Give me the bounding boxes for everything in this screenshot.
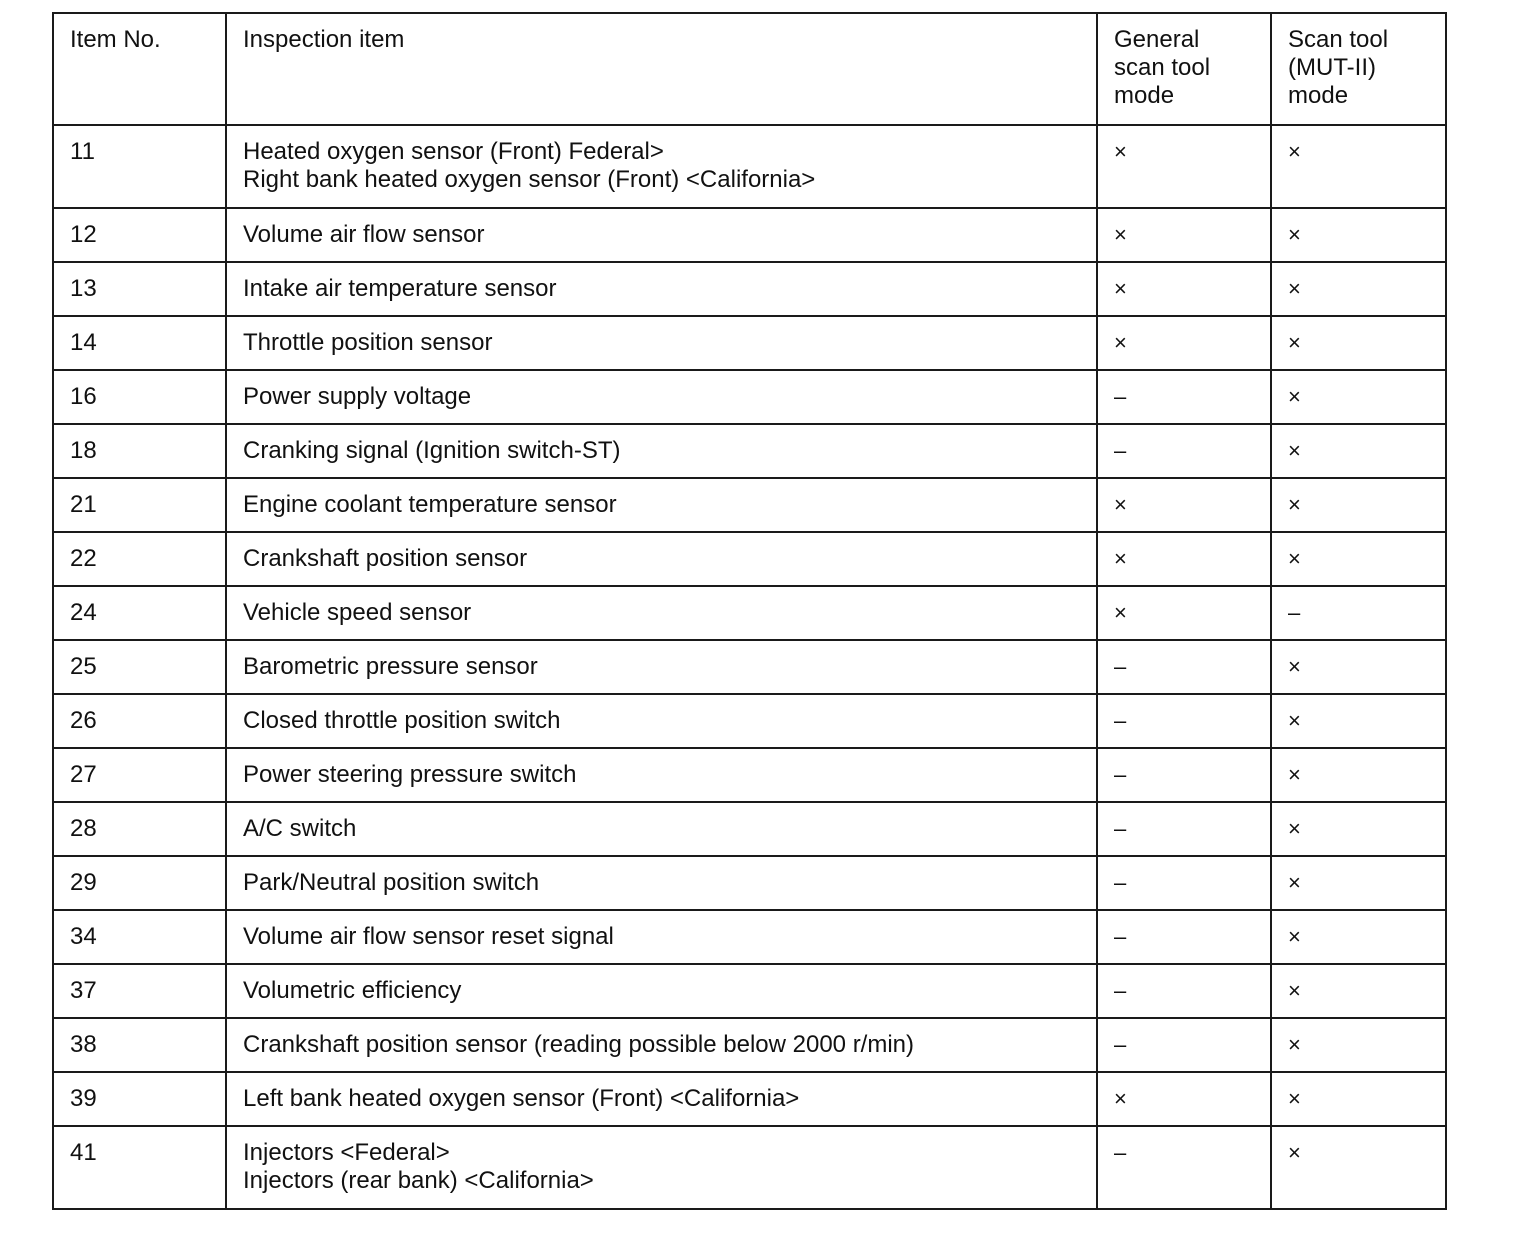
inspection-item: [226, 208, 1097, 262]
item-number: 37: [53, 964, 226, 1018]
inspection-item: [226, 640, 1097, 694]
general-mode-mark: –: [1097, 748, 1271, 802]
item-number: 24: [53, 586, 226, 640]
inspection-item: [226, 1072, 1097, 1126]
table-row: [53, 910, 1446, 964]
table-row: [53, 424, 1446, 478]
inspection-item: [226, 478, 1097, 532]
inspection-item-line: Engine coolant temperature sensor: [243, 491, 617, 518]
scan-tool-mode-mark: ×: [1271, 262, 1446, 316]
item-number: 28: [53, 802, 226, 856]
general-mode-mark: ×: [1097, 316, 1271, 370]
general-mode-mark: –: [1097, 424, 1271, 478]
scan-tool-mode-mark: ×: [1271, 856, 1446, 910]
table-row: [53, 694, 1446, 748]
general-mode-mark: –: [1097, 1126, 1271, 1209]
inspection-item-line: Left bank heated oxygen sensor (Front) <California>: [243, 1085, 800, 1112]
inspection-item-line: Intake air temperature sensor: [243, 275, 557, 302]
table-row: [53, 125, 1446, 208]
inspection-item-line: Closed throttle position switch: [243, 707, 561, 734]
header-inspection-item: Inspection item: [226, 13, 1097, 125]
item-number: 13: [53, 262, 226, 316]
general-mode-mark: –: [1097, 802, 1271, 856]
inspection-item: [226, 910, 1097, 964]
general-mode-mark: ×: [1097, 532, 1271, 586]
inspection-item-line: Throttle position sensor: [243, 329, 493, 356]
item-number: 11: [53, 125, 226, 208]
table-row: [53, 1126, 1446, 1209]
inspection-item-line: Cranking signal (Ignition switch-ST): [243, 437, 621, 464]
inspection-item-line: Volume air flow sensor: [243, 221, 485, 248]
header-scan-line: mode: [1288, 82, 1349, 109]
table-row: [53, 964, 1446, 1018]
scan-tool-mode-mark: ×: [1271, 478, 1446, 532]
table-row: [53, 1072, 1446, 1126]
inspection-item: [226, 856, 1097, 910]
inspection-item: [226, 748, 1097, 802]
table-row: [53, 586, 1446, 640]
table-header: [53, 13, 1446, 125]
table-row: [53, 856, 1446, 910]
general-mode-mark: ×: [1097, 125, 1271, 208]
inspection-item: [226, 125, 1097, 208]
inspection-item-line: Power supply voltage: [243, 383, 472, 410]
item-number: 18: [53, 424, 226, 478]
table-row: [53, 208, 1446, 262]
inspection-item-line: Right bank heated oxygen sensor (Front) <California>: [243, 166, 816, 193]
inspection-item: [226, 424, 1097, 478]
item-number: 41: [53, 1126, 226, 1209]
scan-tool-mode-mark: ×: [1271, 640, 1446, 694]
general-mode-mark: ×: [1097, 1072, 1271, 1126]
header-row: [53, 13, 1446, 125]
inspection-item: [226, 316, 1097, 370]
inspection-item: [226, 1126, 1097, 1209]
inspection-item-line: Heated oxygen sensor (Front) Federal>: [243, 138, 664, 165]
scan-tool-mode-mark: ×: [1271, 316, 1446, 370]
inspection-item-line: A/C switch: [243, 815, 357, 842]
scan-tool-mode-mark: ×: [1271, 802, 1446, 856]
header-scan-line: (MUT-II): [1288, 54, 1376, 81]
general-mode-mark: –: [1097, 1018, 1271, 1072]
item-number: 29: [53, 856, 226, 910]
scan-tool-mode-mark: ×: [1271, 910, 1446, 964]
scan-tool-mode-mark: ×: [1271, 694, 1446, 748]
inspection-item: [226, 694, 1097, 748]
inspection-item-line: Power steering pressure switch: [243, 761, 577, 788]
scan-tool-mode-mark: ×: [1271, 748, 1446, 802]
inspection-item: [226, 802, 1097, 856]
inspection-item-line: Crankshaft position sensor (reading possible below 2000 r/min): [243, 1031, 915, 1058]
item-number: 12: [53, 208, 226, 262]
inspection-item-line: Barometric pressure sensor: [243, 653, 538, 680]
inspection-item-line: Vehicle speed sensor: [243, 599, 472, 626]
header-general-line: mode: [1114, 82, 1175, 109]
item-number: 34: [53, 910, 226, 964]
scan-tool-mode-mark: ×: [1271, 532, 1446, 586]
header-scan-tool-mut-ii-mode: [1271, 13, 1446, 125]
scan-tool-mode-mark: ×: [1271, 424, 1446, 478]
header-general-line: scan tool: [1114, 54, 1211, 81]
scan-tool-mode-mark: ×: [1271, 1072, 1446, 1126]
inspection-item: [226, 586, 1097, 640]
table-row: [53, 370, 1446, 424]
table-body: [53, 125, 1446, 1209]
scan-tool-mode-mark: ×: [1271, 1126, 1446, 1209]
general-mode-mark: ×: [1097, 586, 1271, 640]
header-item-no: Item No.: [53, 13, 226, 125]
item-number: 25: [53, 640, 226, 694]
item-number: 22: [53, 532, 226, 586]
table-row: [53, 640, 1446, 694]
table-row: [53, 532, 1446, 586]
table-row: [53, 1018, 1446, 1072]
inspection-item-line: Crankshaft position sensor: [243, 545, 528, 572]
general-mode-mark: –: [1097, 370, 1271, 424]
item-number: 14: [53, 316, 226, 370]
inspection-item: [226, 532, 1097, 586]
item-number: 27: [53, 748, 226, 802]
general-mode-mark: –: [1097, 856, 1271, 910]
table-row: [53, 316, 1446, 370]
inspection-item: [226, 1018, 1097, 1072]
table-row: [53, 478, 1446, 532]
inspection-item: [226, 964, 1097, 1018]
table-row: [53, 802, 1446, 856]
scan-tool-mode-mark: ×: [1271, 964, 1446, 1018]
scan-tool-mode-mark: –: [1271, 586, 1446, 640]
general-mode-mark: –: [1097, 964, 1271, 1018]
inspection-item: [226, 370, 1097, 424]
table-row: [53, 262, 1446, 316]
header-general-scan-tool-mode: [1097, 13, 1271, 125]
item-number: 21: [53, 478, 226, 532]
scan-tool-mode-mark: ×: [1271, 1018, 1446, 1072]
general-mode-mark: –: [1097, 910, 1271, 964]
general-mode-mark: ×: [1097, 208, 1271, 262]
inspection-item-line: Volumetric efficiency: [243, 977, 462, 1004]
inspection-item-line: Volume air flow sensor reset signal: [243, 923, 614, 950]
item-number: 38: [53, 1018, 226, 1072]
general-mode-mark: ×: [1097, 262, 1271, 316]
general-mode-mark: –: [1097, 640, 1271, 694]
header-general-line: General: [1114, 26, 1200, 53]
item-number: 16: [53, 370, 226, 424]
scan-tool-mode-mark: ×: [1271, 125, 1446, 208]
table-row: [53, 748, 1446, 802]
item-number: 26: [53, 694, 226, 748]
inspection-item-line: Injectors (rear bank) <California>: [243, 1167, 594, 1194]
header-scan-line: Scan tool: [1288, 26, 1389, 53]
scan-tool-mode-mark: ×: [1271, 208, 1446, 262]
inspection-item: [226, 262, 1097, 316]
general-mode-mark: ×: [1097, 478, 1271, 532]
item-number: 39: [53, 1072, 226, 1126]
inspection-item-line: Park/Neutral position switch: [243, 869, 540, 896]
scan-tool-mode-mark: ×: [1271, 370, 1446, 424]
inspection-table: [52, 12, 1447, 1210]
inspection-item-line: Injectors <Federal>: [243, 1139, 450, 1166]
general-mode-mark: –: [1097, 694, 1271, 748]
